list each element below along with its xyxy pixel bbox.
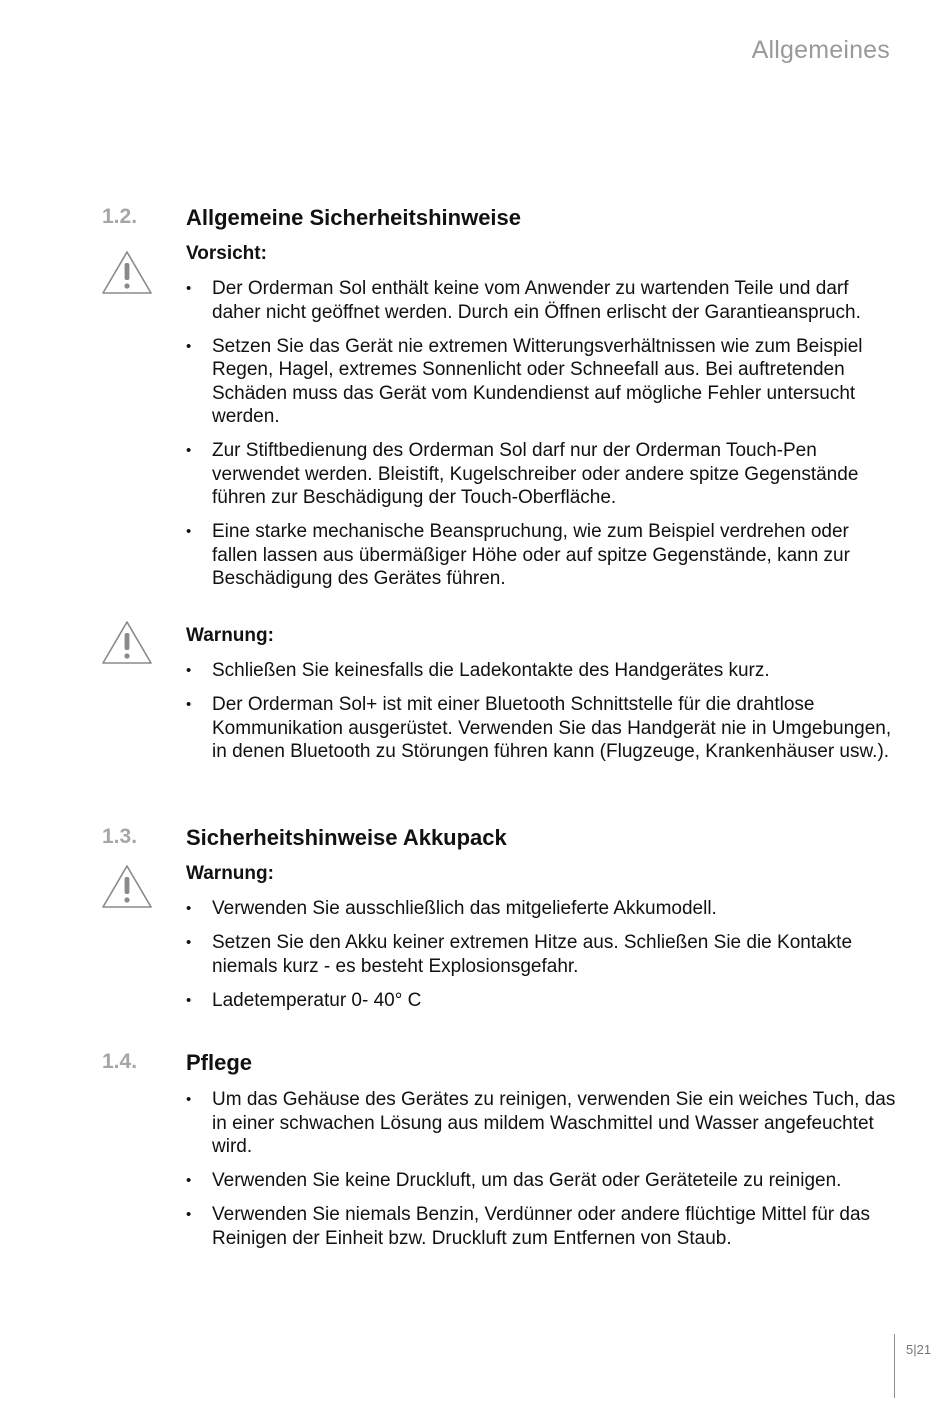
list-item: • Ladetemperatur 0- 40° C	[186, 989, 422, 1011]
list-item: • Verwenden Sie ausschließlich das mitgelieferte Akkumodell.	[186, 898, 717, 919]
section-title: Sicherheitshinweise Akkupack	[186, 825, 507, 850]
list-item: • Zur Stiftbedienung des Orderman Sol darf nur der Orderman Touch-Pen verwendet werden. Bleistift, Kugelschreiber oder andere spitze Gegenstände führen zur Beschädigung der Touch-Oberfläche.	[186, 440, 859, 508]
list-item: • Verwenden Sie keine Druckluft, um das Gerät oder Geräteteile zu reinigen.	[186, 1170, 842, 1191]
list-item: • Verwenden Sie niemals Benzin, Verdünner oder andere flüchtige Mittel für das Reinigen der Einheit bzw. Druckluft zum Entfernen von Staub.	[186, 1204, 871, 1249]
warning-list	[186, 897, 896, 1023]
list-item: • Schließen Sie keinesfalls die Ladekontakte des Handgerätes kurz.	[186, 660, 770, 681]
caution-list	[186, 277, 896, 601]
list-item: • Setzen Sie den Akku keiner extremen Hitze aus. Schließen Sie die Kontakte niemals kurz - es besteht Explosionsgefahr.	[186, 932, 853, 977]
page-number: 5|21	[906, 1342, 932, 1357]
page-header-title: Allgemeines	[751, 36, 890, 64]
list-item: • Der Orderman Sol enthält keine vom Anwender zu wartenden Teile und darf daher nicht geöffnet werden. Durch ein Öffnen erlischt der Garantieanspruch.	[186, 278, 861, 323]
section-number: 1.4.	[102, 1050, 138, 1073]
list-item: • Um das Gehäuse des Gerätes zu reinigen, verwenden Sie ein weiches Tuch, das in einer schwachen Lösung aus mildem Waschmittel und Wasser angefeuchtet wird.	[186, 1089, 896, 1157]
warning-label: Warnung:	[186, 863, 274, 884]
list-item: • Eine starke mechanische Beanspruchung, wie zum Beispiel verdrehen oder fallen lassen aus übermäßiger Höhe oder auf spitze Gegenstände, kann zur Beschädigung des Gerätes führen.	[186, 521, 850, 589]
footer-divider	[894, 1334, 895, 1398]
warning-triangle-icon	[100, 862, 154, 910]
warning-label: Warnung:	[186, 625, 274, 646]
warning-triangle-icon	[100, 248, 154, 296]
list-item: • Der Orderman Sol+ ist mit einer Bluetooth Schnittstelle für die drahtlose Kommunikation ausgerüstet. Verwenden Sie das Handgerät nie in Umgebungen, in denen Bluetooth zu Störungen führen kann (Flugzeuge, Krankenhäuser usw.).	[186, 694, 892, 762]
section-title: Allgemeine Sicherheitshinweise	[186, 205, 522, 230]
caution-label: Vorsicht:	[186, 243, 267, 264]
section-title: Pflege	[186, 1050, 253, 1075]
care-list	[186, 1088, 896, 1261]
section-number: 1.2.	[102, 205, 138, 228]
list-item: • Setzen Sie das Gerät nie extremen Witterungsverhältnissen wie zum Beispiel Regen, Hagel, extremes Sonnenlicht oder Schneefall aus. Bei auftretenden Schäden muss das Gerät vom Kundendienst auf mögliche Fehler untersucht werden.	[186, 335, 863, 427]
warning-triangle-icon	[100, 618, 154, 666]
section-number: 1.3.	[102, 825, 138, 848]
warning-list	[186, 659, 896, 774]
